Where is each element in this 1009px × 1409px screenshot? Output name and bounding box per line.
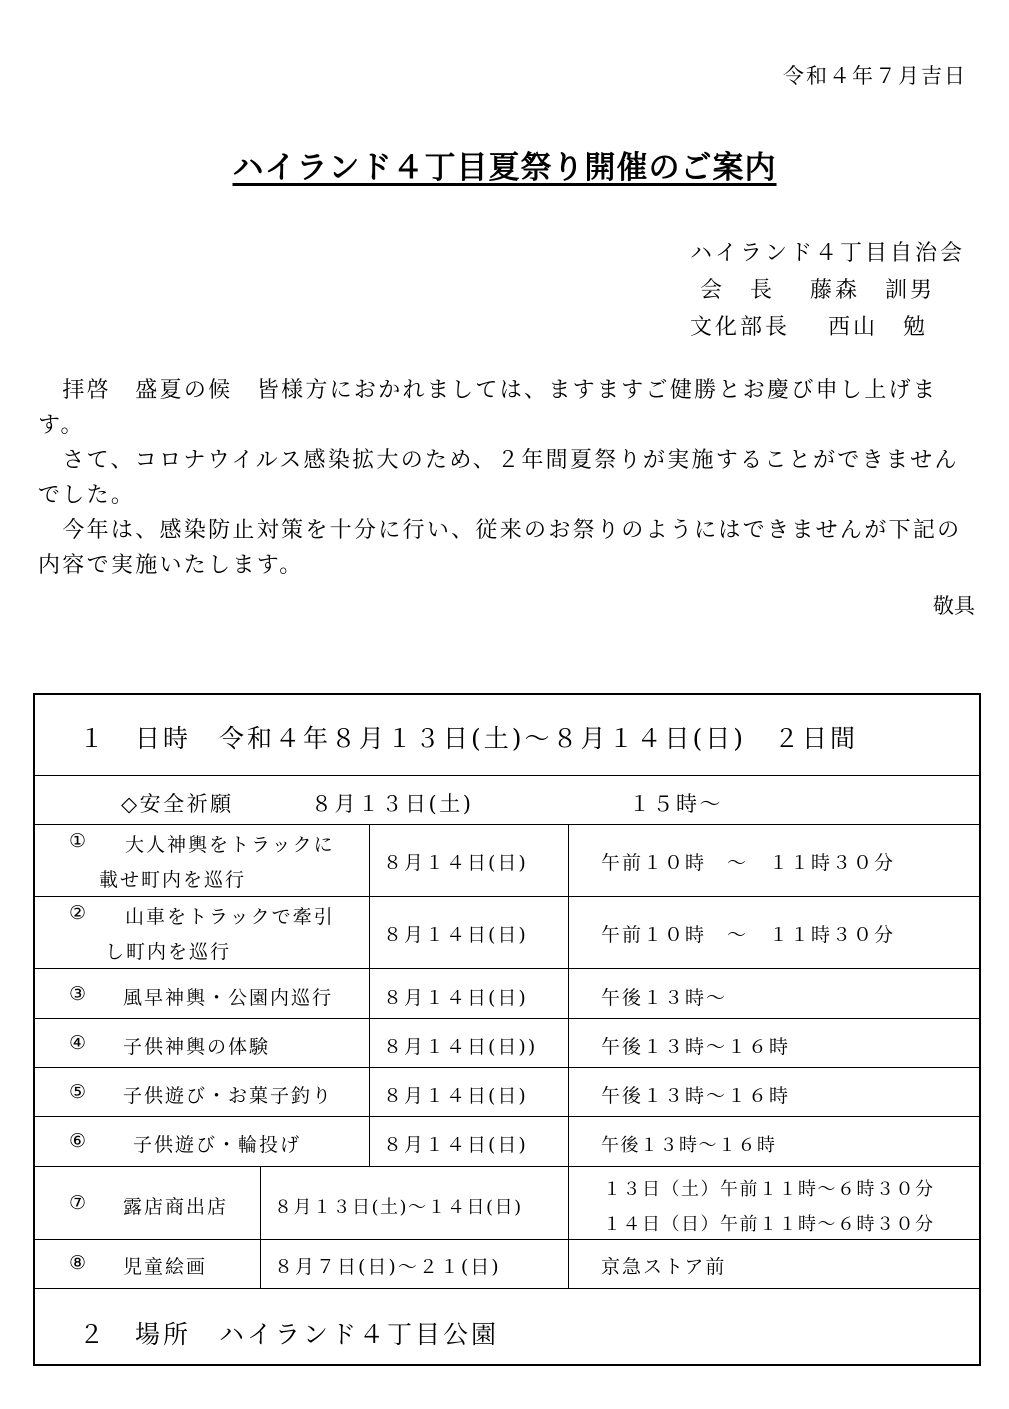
event-name-line1: 大人神輿をトラックに xyxy=(125,834,335,856)
event-number: ⑤ xyxy=(69,1081,89,1103)
event-name: 子供神輿の体験 xyxy=(123,1036,271,1058)
section-place-heading: ２ 場所 ハイランド４丁目公園 xyxy=(79,1320,500,1349)
paragraph-background: さて、コロナウイルス感染拡大のため、２年間夏祭りが実施することができませんでした。 xyxy=(38,448,959,508)
event-name-line1: 山車をトラックで牽引 xyxy=(125,906,335,928)
event-name-line2: し町内を巡行 xyxy=(105,941,232,963)
event-name: 露店商出店 xyxy=(123,1196,229,1218)
event-time: 午後１３時～１６時 xyxy=(601,1085,791,1107)
event-name: 風早神輿・公園内巡行 xyxy=(123,987,334,1009)
event-number: ④ xyxy=(69,1032,89,1054)
event-name: 児童絵画 xyxy=(123,1256,208,1278)
event-date: ８月７日(日)～２１(日) xyxy=(274,1256,501,1278)
document-title: ハイランド４丁目夏祭り開催のご案内 xyxy=(232,150,777,186)
prayer-date: ８月１３日(土) xyxy=(311,792,474,816)
event-time-line2: １４日（日）午前１１時～６時３０分 xyxy=(603,1214,935,1235)
event-number: ② xyxy=(69,902,89,924)
event-number: ③ xyxy=(69,983,89,1005)
event-number: ① xyxy=(69,830,89,852)
sender-chair xyxy=(690,273,935,304)
event-time: 午後１３時～１６時 xyxy=(601,1135,777,1156)
event-name-line2: 載せ町内を巡行 xyxy=(99,869,247,891)
paragraph-announcement: 今年は、感染防止対策を十分に行い、従来のお祭りのようにはできませんが下記の内容で実施いたします。 xyxy=(38,518,962,578)
event-time: 午前１０時 ～ １１時３０分 xyxy=(601,924,896,946)
event-date: ８月１３日(土)～１４日(日) xyxy=(274,1197,523,1218)
event-number: ⑦ xyxy=(69,1192,89,1214)
chair-name: 藤森 訓男 xyxy=(810,278,936,303)
event-name: 子供遊び・輪投げ xyxy=(133,1134,302,1156)
document-date: 令和４年７月吉日 xyxy=(783,64,967,88)
event-time: 午後１３時～ xyxy=(601,987,728,1009)
sender-culture-head xyxy=(690,310,928,341)
closing-remark: 敬具 xyxy=(933,594,975,618)
event-date: ８月１４日(日)) xyxy=(383,1036,538,1058)
prayer-label: ◇安全祈願 xyxy=(121,792,234,816)
event-date: ８月１４日(日) xyxy=(383,987,528,1009)
event-location: 京急ストア前 xyxy=(601,1256,727,1278)
section-date-heading: １ 日時 令和４年８月１３日(土)～８月１４日(日) ２日間 xyxy=(79,724,859,753)
event-time: 午前１０時 ～ １１時３０分 xyxy=(601,852,896,874)
event-name: 子供遊び・お菓子釣り xyxy=(123,1085,334,1107)
culture-role: 文化部長 xyxy=(690,315,791,340)
event-date: ８月１４日(日) xyxy=(383,852,528,874)
event-time-line1: １３日（土）午前１１時～６時３０分 xyxy=(603,1179,935,1200)
prayer-time: １５時～ xyxy=(629,792,723,816)
event-date: ８月１４日(日) xyxy=(383,1134,528,1156)
event-date: ８月１４日(日) xyxy=(383,1085,528,1107)
event-number: ⑥ xyxy=(69,1130,89,1152)
chair-role: 会 長 xyxy=(700,278,776,303)
event-number: ⑧ xyxy=(69,1252,89,1274)
event-time: 午後１３時～１６時 xyxy=(601,1036,791,1058)
letter-body xyxy=(38,373,983,583)
event-date: ８月１４日(日) xyxy=(383,924,528,946)
schedule-table xyxy=(33,693,981,1366)
paragraph-greeting: 拝啓 盛夏の候 皆様方におかれましては、ますますご健勝とお慶び申し上げます。 xyxy=(38,378,938,438)
sender-organization: ハイランド４丁目自治会 xyxy=(690,241,966,266)
culture-name: 西山 勉 xyxy=(828,315,929,340)
